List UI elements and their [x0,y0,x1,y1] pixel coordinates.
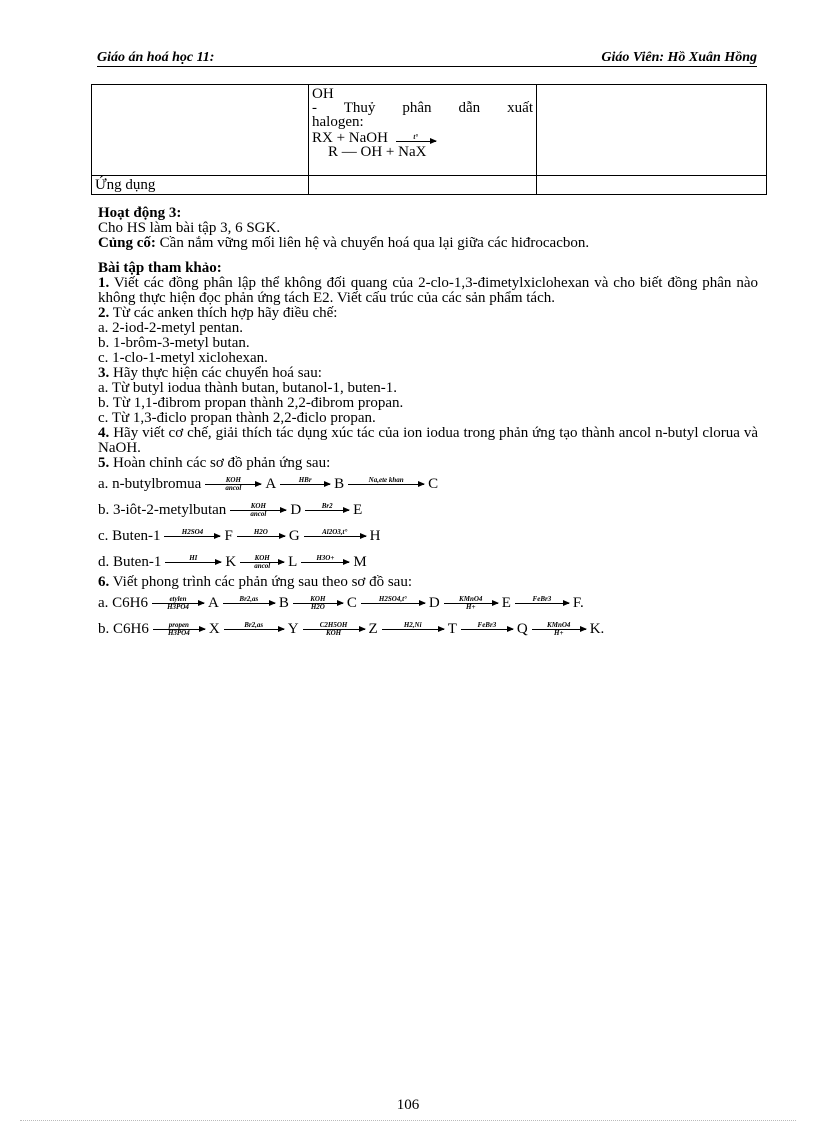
product: F [224,527,233,544]
arrow-condition: Br2,as [244,620,264,629]
arrow-line [396,141,436,142]
arrow-condition: KOH [254,553,270,562]
reaction-arrow [237,529,285,544]
consolidate-label: Củng cố: [98,235,156,251]
row-label: Ứng dụng [92,176,309,195]
q4-num: 4. [98,425,110,441]
arrow-condition: KMnO4 [459,594,483,603]
question-2 [98,306,758,321]
reactant: c. Buten-1 [98,527,161,544]
q2-c: c. 1-clo-1-metyl xiclohexan. [98,350,268,366]
arrow-condition [224,630,284,637]
arrow-condition: Br2 [321,501,333,510]
product: K. [589,620,605,637]
table-cell [309,85,537,176]
product: D [290,501,302,518]
arrow-condition: ancol [254,561,271,570]
reaction-arrow [165,555,221,570]
q3-text: Hãy thực hiện các chuyển hoá sau: [113,365,322,381]
activity-title: Hoạt động 3: [98,205,182,221]
arrow-condition [301,563,349,570]
header-right: Giáo Viên: Hồ Xuân Hồng [601,50,757,65]
header-left: Giáo án hoá học 11: [97,50,215,65]
reaction-arrow [361,596,425,611]
arrow-condition: H3PO4 [167,602,189,611]
arrow-line [515,603,569,604]
reactant: d. Buten-1 [98,553,162,570]
q2-num: 2. [98,305,110,321]
arrow-condition: KMnO4 [547,620,571,629]
page-number: 106 [396,1097,420,1113]
q6-text: Viết phong trình các phản ứng sau theo sơ đồ sau: [112,574,413,590]
product: X [208,620,220,637]
arrow-condition: FeBr3 [532,594,552,603]
reaction-arrow [461,622,513,637]
product: E [501,594,511,611]
reaction-5b [98,497,758,523]
reactant: b. 3-iôt-2-metylbutan [98,501,227,518]
question-4 [98,426,758,456]
reactant: a. n-butylbromua [98,475,202,492]
q2-b: b. 1-brôm-3-metyl butan. [98,335,250,351]
product: H [369,527,381,544]
reaction-arrow [293,596,343,611]
reaction-arrow [164,529,220,544]
reaction-arrow [382,622,444,637]
table-cell [92,85,309,176]
q2-text: Từ các anken thích hợp hãy điều chế: [112,305,338,321]
table-row [92,85,767,176]
product: Y [287,620,299,637]
arrow-line [303,629,365,630]
reaction-5a [98,471,758,497]
arrow-condition [348,485,424,492]
arrow-condition: Na,ete khan [368,475,404,484]
arrow-condition: H+ [554,628,564,637]
question-5 [98,456,758,471]
arrow-condition: H3O+ [316,553,335,562]
arrow-condition [223,604,275,611]
arrow-condition: FeBr3 [477,620,497,629]
arrow-line [152,603,204,604]
reaction-6a [98,590,758,616]
product: Z [368,620,378,637]
arrow-condition: KOH [225,475,241,484]
arrow-line [165,562,221,563]
arrow-condition [461,630,513,637]
reaction-arrow [153,622,205,637]
q3-num: 3. [98,365,110,381]
table-cell [309,176,537,195]
arrow-line [382,629,444,630]
arrow-condition: propen [168,620,189,629]
product: A [265,475,277,492]
arrow-condition: H2O [310,602,325,611]
reaction-arrow [230,503,286,518]
rx-product: R — OH + NaX [328,144,427,160]
product: A [208,594,219,611]
arrow-condition: H+ [466,602,476,611]
arrow-condition: ancol [250,509,267,518]
arrow-line [301,562,349,563]
reaction-arrow [223,596,275,611]
arrow-condition: H3PO4 [167,628,190,637]
reaction-5d [98,549,758,575]
cell-oh: OH [312,86,334,102]
arrow-condition: H2,Ni [403,620,422,629]
reactant: b. C6H6 [98,620,149,637]
reaction-arrow [205,477,261,492]
product: F. [572,594,584,611]
cell-line2: halogen: [312,114,364,130]
arrow-condition: H2SO4,t° [378,594,407,603]
reactant: a. C6H6 [98,594,148,611]
product: E [353,501,363,518]
arrow-line [532,629,586,630]
arrow-line [293,603,343,604]
reaction-arrow [280,477,330,492]
q6-num: 6. [98,574,110,590]
arrow-line [153,629,205,630]
consolidate-text: Cần nắm vững mối liên hệ và chuyển hoá qua lại giữa các hiđrocacbon. [159,235,590,251]
arrow-line [280,484,330,485]
table-row [92,176,767,195]
arrow-line [164,536,220,537]
reaction-rx [312,131,533,145]
q4-text: Hãy viết cơ chế, giải thích tác dụng xúc tác của ion iodua trong phản ứng tạo thành ancol n-butyl clorua và NaOH. [98,425,759,456]
arrow-line [223,603,275,604]
question-6 [98,575,758,590]
q1-num: 1. [98,275,110,291]
product: K [225,553,237,570]
reaction-arrow [515,596,569,611]
reaction-arrow [305,503,349,518]
arrow-condition: KOH [310,594,326,603]
arrow-line [461,629,513,630]
reaction-arrow [240,555,284,570]
arrow-line [205,484,261,485]
page-header [97,50,757,67]
product: L [288,553,298,570]
arrow-condition: Al2O3,t° [322,527,348,536]
main-content [98,206,758,642]
arrow-line [444,603,498,604]
reaction-5c [98,523,758,549]
arrow-line [230,510,286,511]
arrow-condition [237,537,285,544]
arrow-condition [280,485,330,492]
arrow-line [305,510,349,511]
arrow-condition [382,630,444,637]
product: Q [516,620,528,637]
reaction-arrow [224,622,284,637]
footer-divider [20,1120,796,1121]
activity-line: Cho HS làm bài tập 3, 6 SGK. [98,220,281,236]
arrow-line [361,603,425,604]
arrow-condition [165,563,221,570]
consolidate [98,236,758,251]
arrow-condition [361,604,425,611]
rx-left: RX + NaOH [312,130,388,146]
q3-a: a. Từ butyl iodua thành butan, butanol-1, buten-1. [98,380,398,396]
product: T [447,620,457,637]
q5-num: 5. [98,455,110,471]
reaction-arrow [396,134,436,142]
table-cell [537,176,767,195]
arrow-condition: Br2,as [239,594,259,603]
reaction-arrow [152,596,204,611]
product: B [334,475,345,492]
arrow-condition: KOH [250,501,266,510]
reaction-arrow [348,477,424,492]
product: D [428,594,440,611]
reaction-6b [98,616,758,642]
product: C [428,475,439,492]
q3-c: c. Từ 1,3-điclo propan thành 2,2-điclo propan. [98,410,376,426]
reaction-arrow [303,622,365,637]
comparison-table [91,84,767,195]
product: B [278,594,289,611]
arrow-condition: HBr [298,475,312,484]
arrow-condition: H2SO4 [181,527,204,536]
q2-a: a. 2-iod-2-metyl pentan. [98,320,243,336]
arrow-condition: etylen [169,594,187,603]
arrow-condition: H2O [253,527,268,536]
product: M [353,553,367,570]
q1-text: Viết các đồng phân lập thể không đối quang của 2-clo-1,3-đimetylxiclohexan và cho biết đồng phân nào không thực hiện đọc phản ứng tách E2. Viết cấu trúc của các sản phẩm tách. [98,275,758,306]
arrow-condition: KOH [325,628,342,637]
cell-line1: - Thuỷ phân dẫn xuất [312,100,533,116]
reaction-arrow [301,555,349,570]
arrow-condition [164,537,220,544]
arrow-line [304,536,366,537]
table-cell [537,85,767,176]
reaction-arrow [532,622,586,637]
q5-text: Hoàn chỉnh các sơ đồ phản ứng sau: [113,455,331,471]
arrow-line [240,562,284,563]
arrow-line [224,629,284,630]
reaction-arrow [444,596,498,611]
exercises-title: Bài tập tham khảo: [98,260,222,276]
question-3 [98,366,758,381]
product: G [288,527,300,544]
arrow-condition [304,537,366,544]
arrow-condition: C2H5OH [319,620,348,629]
arrow-condition: ancol [225,483,242,492]
question-1 [98,276,758,306]
arrow-condition: HI [189,553,198,562]
product: C [346,594,357,611]
arrow-condition: t° [413,133,419,141]
arrow-condition [515,604,569,611]
arrow-line [348,484,424,485]
arrow-line [237,536,285,537]
q3-b: b. Từ 1,1-đibrom propan thành 2,2-đibrom propan. [98,395,404,411]
reaction-arrow [304,529,366,544]
